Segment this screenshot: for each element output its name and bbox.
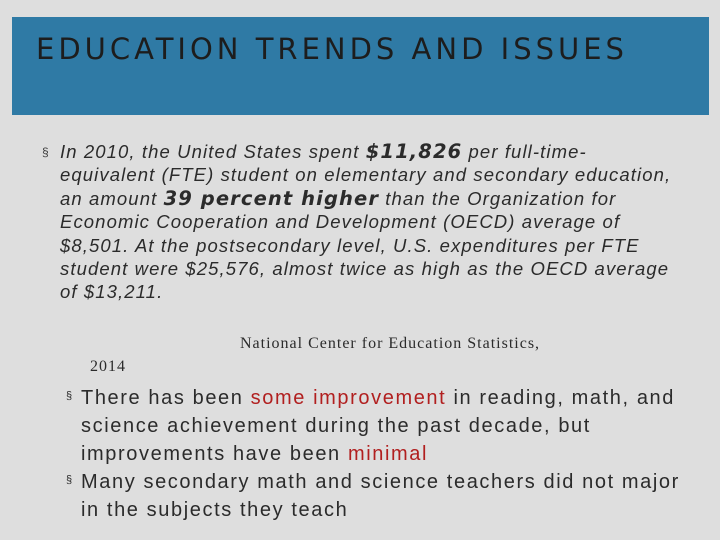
citation-year: 2014 bbox=[90, 358, 126, 375]
citation-source: National Center for Education Statistics, bbox=[240, 335, 541, 352]
sub-bullet-teachers bbox=[66, 468, 686, 524]
main-bullet-text bbox=[60, 140, 682, 304]
sub-bullet-text bbox=[81, 384, 686, 468]
bullet-marker-icon: § bbox=[42, 145, 49, 159]
sub-text-segment: There has been bbox=[81, 387, 251, 409]
bullet-marker-icon: § bbox=[66, 474, 73, 486]
sub-text-segment: in reading, math, and science achievement during the past decade, but improvements have been bbox=[81, 387, 675, 465]
main-text-segment: than the Organization for Economic Cooperation and Development (OECD) average of $8,501. At the postsecondary level, U.S. expenditures per FTE student were $25,576, almost twice as high as the OECD average of $13,211. bbox=[60, 187, 670, 303]
percent-higher: 39 percent higher bbox=[163, 186, 380, 210]
slide-title: EDUCATION TRENDS AND ISSUES bbox=[36, 32, 628, 66]
bullet-marker-icon: § bbox=[66, 390, 73, 402]
highlight-some-improvement: some improvement bbox=[250, 387, 447, 409]
main-bullet bbox=[42, 140, 682, 304]
main-text-segment: In 2010, the United States spent bbox=[60, 141, 366, 162]
sub-bullet-improvement bbox=[66, 384, 686, 468]
main-text-segment: per full-time-equivalent (FTE) student on elementary and secondary education, an amount bbox=[60, 141, 672, 209]
title-band bbox=[12, 17, 709, 115]
spending-amount: $11,826 bbox=[365, 140, 463, 163]
sub-bullet-text: Many secondary math and science teachers did not major in the subjects they teach bbox=[81, 471, 680, 521]
highlight-minimal: minimal bbox=[347, 443, 429, 465]
